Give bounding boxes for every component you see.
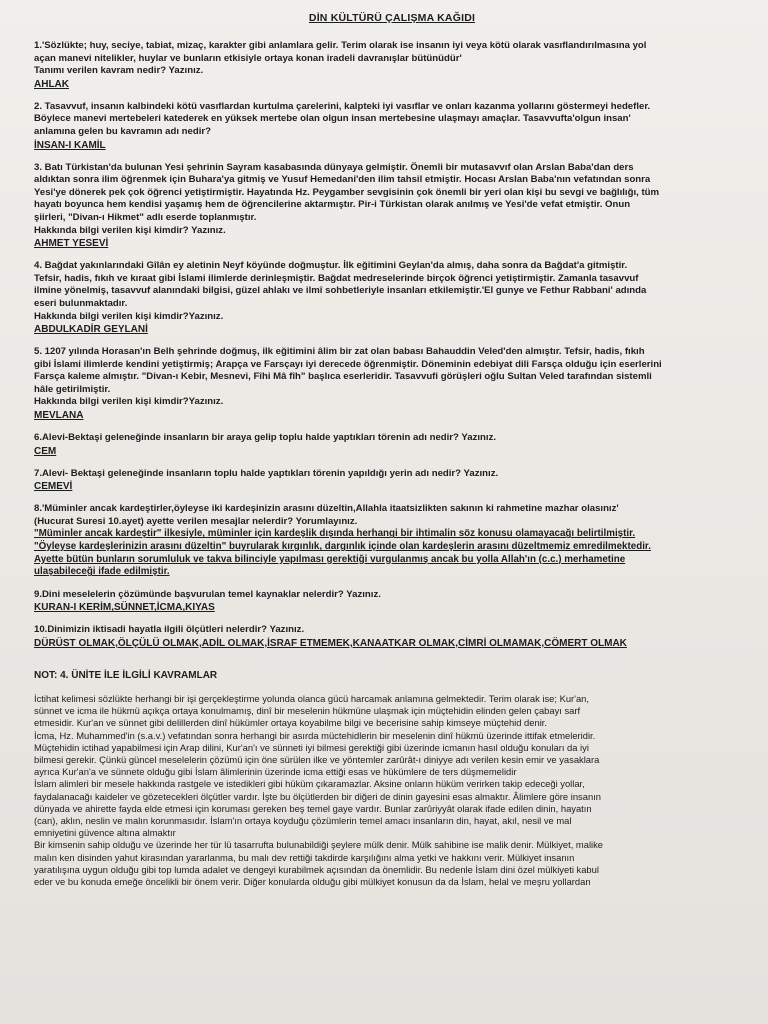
question-text-line: 3. Batı Türkistan'da bulunan Yesi şehrinin Sayram kasabasında dünyaya gelmiştir. Önemli bir mutasavvıf olan Arslan Baba'dan ders [34, 161, 634, 173]
question-block [34, 624, 750, 650]
question-text-line: Tanımı verilen kavram nedir? Yazınız. [34, 65, 204, 77]
answer-text-line: Ayette bütün bunların sorumluluk ve takva bilinciyle yapılması gerektiği vurgulanmış ancak bu yolla Allah'ın (c.c.) merhametine [34, 553, 626, 565]
question-text-line: 1.'Sözlükte; huy, seciye, tabiat, mizaç, karakter gibi anlamlara gelir. Terim olarak ise insanın iyi veya kötü olarak vasıflandırılmasına yol [34, 40, 647, 51]
question-text-line: Hakkında bilgi verilen kişi kimdir?Yazınız. [34, 396, 224, 408]
question-block [34, 589, 750, 615]
answer-text: ABDULKADİR GEYLANİ [34, 324, 148, 336]
question-text-line: gibi İslami ilimlerde kendini yetiştirmiş; Arapça ve Farsçayı iyi derecede öğrenmiştir. Döneminin edebiyat dili Farsça olduğu için eserlerini [34, 358, 662, 370]
question-text-line: aldıktan sonra ilim öğrenmek için Buhara'ya gitmiş ve Yusuf Hemedani'den ilim tahsil etmiştir. Hocası Arslan Baba'nın vefatından sonra [34, 174, 651, 186]
question-text-line: eseri bulunmaktadır. [34, 297, 128, 309]
question-list [34, 40, 750, 650]
note-text-line: bilmesi gerekir. Çünkü güncel meselelerin çözümü için öne sürülen ilke ve yöntemler zarûrât-ı diniyye adı verilen kesin emir ve yasaklara [34, 754, 600, 766]
note-paragraph [34, 693, 750, 888]
note-text-line: İcma, Hz. Muhammed'in (s.a.v.) vefatından sonra herhangi bir asırda müctehidlerin bir meselenin dinî hükmü üzerinde ittifak etmeleridir. [34, 729, 596, 741]
question-block [34, 432, 750, 458]
question-block [34, 260, 750, 336]
note-text-line: emniyetini güvence altına almaktır [34, 827, 176, 839]
question-text-line: Böylece manevi mertebeleri katederek en yüksek mertebe olan olgun insan mertebesine ulaşmayı amaçlar. Tasavvufta'olgun insan' [34, 113, 631, 125]
question-text-line: Yesi'ye dönerek pek çok öğrenci yetiştirmiştir. Hayatında Hz. Peygamber sevgisinin çok önemli bir yeri olan kişi bu sevgi ve bağlılığı, tüm [34, 186, 660, 198]
answer-text-line: "Müminler ancak kardeştir" ilkesiyle, müminler için kardeşlik dışında herhangi bir ihtimalin söz konusu olamayacağı belirtilmiştir. [34, 528, 636, 540]
question-text-line: 9.Dini meselelerin çözümünde başvurulan temel kaynaklar nelerdir? Yazınız. [34, 588, 381, 600]
question-text-line: Hakkında bilgi verilen kişi kimdir?Yazınız. [34, 310, 224, 322]
note-text-line: sünnet ve icma ile hükmü açıkça ortaya konulmamış, dinî bir meselenin hükmüne ulaşmak için müçtehidin elinden gelen çabayı sarf [34, 705, 581, 717]
answer-text: DÜRÜST OLMAK,ÖLÇÜLÜ OLMAK,ADİL OLMAK,İSRAF ETMEMEK,KANAATKAR OLMAK,CİMRİ OLMAMAK,CÖMERT OLMAK [34, 638, 627, 649]
note-text-line: malın ken disinden yahut kirasından yararlanma, bu malı dev rettiği takdirde karşılığını alma yetki ve hakkını verir. Mülkiyet insanın [34, 851, 575, 863]
note-text-line: Bir kimsenin sahip olduğu ve üzerinde her tür lü tasarrufta bulunabildiği şeylere mülk denir. Mülk sahibine ise malik denir. Mülkiyet, malike [34, 839, 604, 851]
question-block [34, 503, 750, 579]
note-text-line: İctihat kelimesi sözlükte herhangi bir işi gerçekleştirme yolunda olanca gücü harcamak anlamına gelmektedir. Terim olarak ise; Kur'an, [34, 693, 590, 704]
question-text-line: Farsça kaleme almıştır. "Divan-ı Kebir, Mesnevi, Fîhi Mâ fîh" başlıca eserleridir. Tasavvufi görüşleri oğlu Sultan Veled tarafından sistemli [34, 371, 652, 383]
answer-text: MEVLANA [34, 410, 84, 422]
note-text-line: (can), aklın, neslin ve malın korunmasıdır. İslam'ın ortaya koyduğu çözümlerin temel amacı insanların din, hayat, akıl, nesil ve mal [34, 815, 572, 827]
note-text-line: etmesidir. Kur'an ve sünnet gibi delillerden dinî hükümler ortaya koyabilme bilgi ve becerisine sahip kimseye müçtehid denir. [34, 717, 547, 729]
answer-text: CEMEVİ [34, 481, 73, 493]
answer-text: İNSAN-I KAMİL [34, 139, 106, 151]
question-block [34, 101, 750, 152]
question-block [34, 346, 750, 422]
question-text-line: şiirleri, "Divan-ı Hikmet" adlı eserde toplanmıştır. [34, 211, 257, 223]
answer-text: CEM [34, 445, 57, 457]
answer-text: AHMET YESEVİ [34, 238, 109, 250]
note-text-line: İslam alimleri bir mesele hakkında rastgele ve istedikleri gibi hüküm çıkaramazlar. Aksine onların hüküm verirken takip edeceği yollar, [34, 778, 585, 790]
question-text-line: 2. Tasavvuf, insanın kalbindeki kötü vasıflardan kurtulma çarelerini, kalpteki iyi vasıflar ve onları kazanma yollarını göstermeyi hedefler. [34, 100, 651, 112]
question-text-line: hayatı boyunca hem kendisi yaşamış hem de öğrencilerine aktarmıştır. Pir-i Türkistan olarak anılmış ve Yesi'de vefat etmiştir. Onun [34, 199, 631, 211]
question-text-line: (Hucurat Suresi 10.ayet) ayette verilen mesajlar nelerdir? Yorumlayınız. [34, 515, 358, 527]
question-text-line: 7.Alevi- Bektaşi geleneğinde insanların toplu halde yaptıkları törenin yapıldığı yerin adı nedir? Yazınız. [34, 467, 499, 479]
note-heading: NOT: 4. ÜNİTE İLE İLGİLİ KAVRAMLAR [34, 670, 218, 681]
question-text-line: açan manevi nitelikler, huylar ve bunların etkisiyle ortaya konan iradeli davranışlar bütünüdür' [34, 52, 462, 64]
question-text-line: Hakkında bilgi verilen kişi kimdir? Yazınız. [34, 224, 226, 236]
question-text-line: ilmine yönelmiş, tasavvuf alanındaki bilgisi, güzel ahlakı ve ilmî sohbetleriyle insanları etkilemiştir.'El gunye ve Fethur Rabbani' adında [34, 285, 647, 297]
question-block [34, 468, 750, 494]
question-text-line: anlamına gelen bu kavramın adı nedir? [34, 125, 212, 137]
note-text-line: Müçtehidin ictihad yapabilmesi için Arap dilini, Kur'an'ı ve sünneti iyi bilmesi gerektiği gibi üzerinde icmanın hasıl olduğu konuları da iyi [34, 741, 589, 753]
answer-text-line: "Öyleyse kardeşlerinizin arasını düzeltin" buyrularak kırgınlık, dargınlık içinde olan kardeşlerin arasını düzeltmemiz emredilmektedir. [34, 541, 651, 553]
note-text-line: dünyada ve ahirette fayda elde etmesi için koruması gereken beş temel gaye vardır. Bunlar zarûriyyât olarak ifade edilen dinin, hayatın [34, 802, 592, 814]
question-text-line: 6.Alevi-Bektaşi geleneğinde insanların bir araya gelip toplu halde yaptıkları törenin adı nedir? Yazınız. [34, 432, 497, 444]
answer-text: AHLAK [34, 78, 69, 90]
question-text-line: 8.'Müminler ancak kardeştirler,öyleyse iki kardeşinizin arasını düzeltin,Allahla itaatsizlikten sakının ki rahmetine mazhar olasınız' [34, 503, 619, 515]
answer-text-line: ulaşabileceği ifade edilmiştir. [34, 566, 170, 578]
note-text-line: yaratılışına uygun olduğu gibi top lumda adalet ve dengeyi kurabilmek açısından da önemlidir. Bu nedenle İslam dini özel mülkiyeti kabul [34, 863, 599, 875]
note-text-line: faydalanacağı kaideler ve gözetecekleri ölçütler vardır. İşte bu ölçütlerden bir diğeri de dinin gayesini esas almaktır. Âlimlere göre insanın [34, 790, 601, 802]
question-text-line: 4. Bağdat yakınlarındaki Gîlân ey aletinin Neyf köyünde doğmuştur. İlk eğitimini Geylan'da almış, daha sonra da Bağdat'a gitmiştir. [34, 260, 628, 272]
note-text-line: eder ve bu konuda emeğe öncelikli bir önem verir. Diğer konularda olduğu gibi mülkiyet konusun da da İslam, helal ve meşru yollardan [34, 876, 591, 888]
answer-text: KURAN-I KERİM,SÜNNET,İCMA,KIYAS [34, 602, 215, 614]
note-text-line: ayrıca Kur'an'a ve sünnete olduğu gibi İslam âlimlerinin üzerinde icma ettiği esas ve hükümlere de ters düşmemelidir [34, 766, 517, 778]
question-block [34, 162, 750, 251]
question-text-line: hâle getirilmiştir. [34, 383, 111, 395]
question-block [34, 40, 750, 91]
question-text-line: 5. 1207 yılında Horasan'ın Belh şehrinde doğmuş, ilk eğitimini âlim bir zat olan babası Bahauddin Veled'den almıştır. Tefsir, hadis, fıkıh [34, 346, 645, 358]
question-text-line: 10.Dinimizin iktisadi hayatla ilgili ölçütleri nelerdir? Yazınız. [34, 624, 305, 636]
worksheet-title: DİN KÜLTÜRÜ ÇALIŞMA KAĞIDI [308, 12, 476, 24]
question-text-line: Tefsir, hadis, fıkıh ve kıraat gibi İslami ilimlerde derinleşmiştir. Bağdat medreselerinde birçok öğrenci yetiştirmiştir. Zamanla tasavvuf [34, 272, 639, 284]
